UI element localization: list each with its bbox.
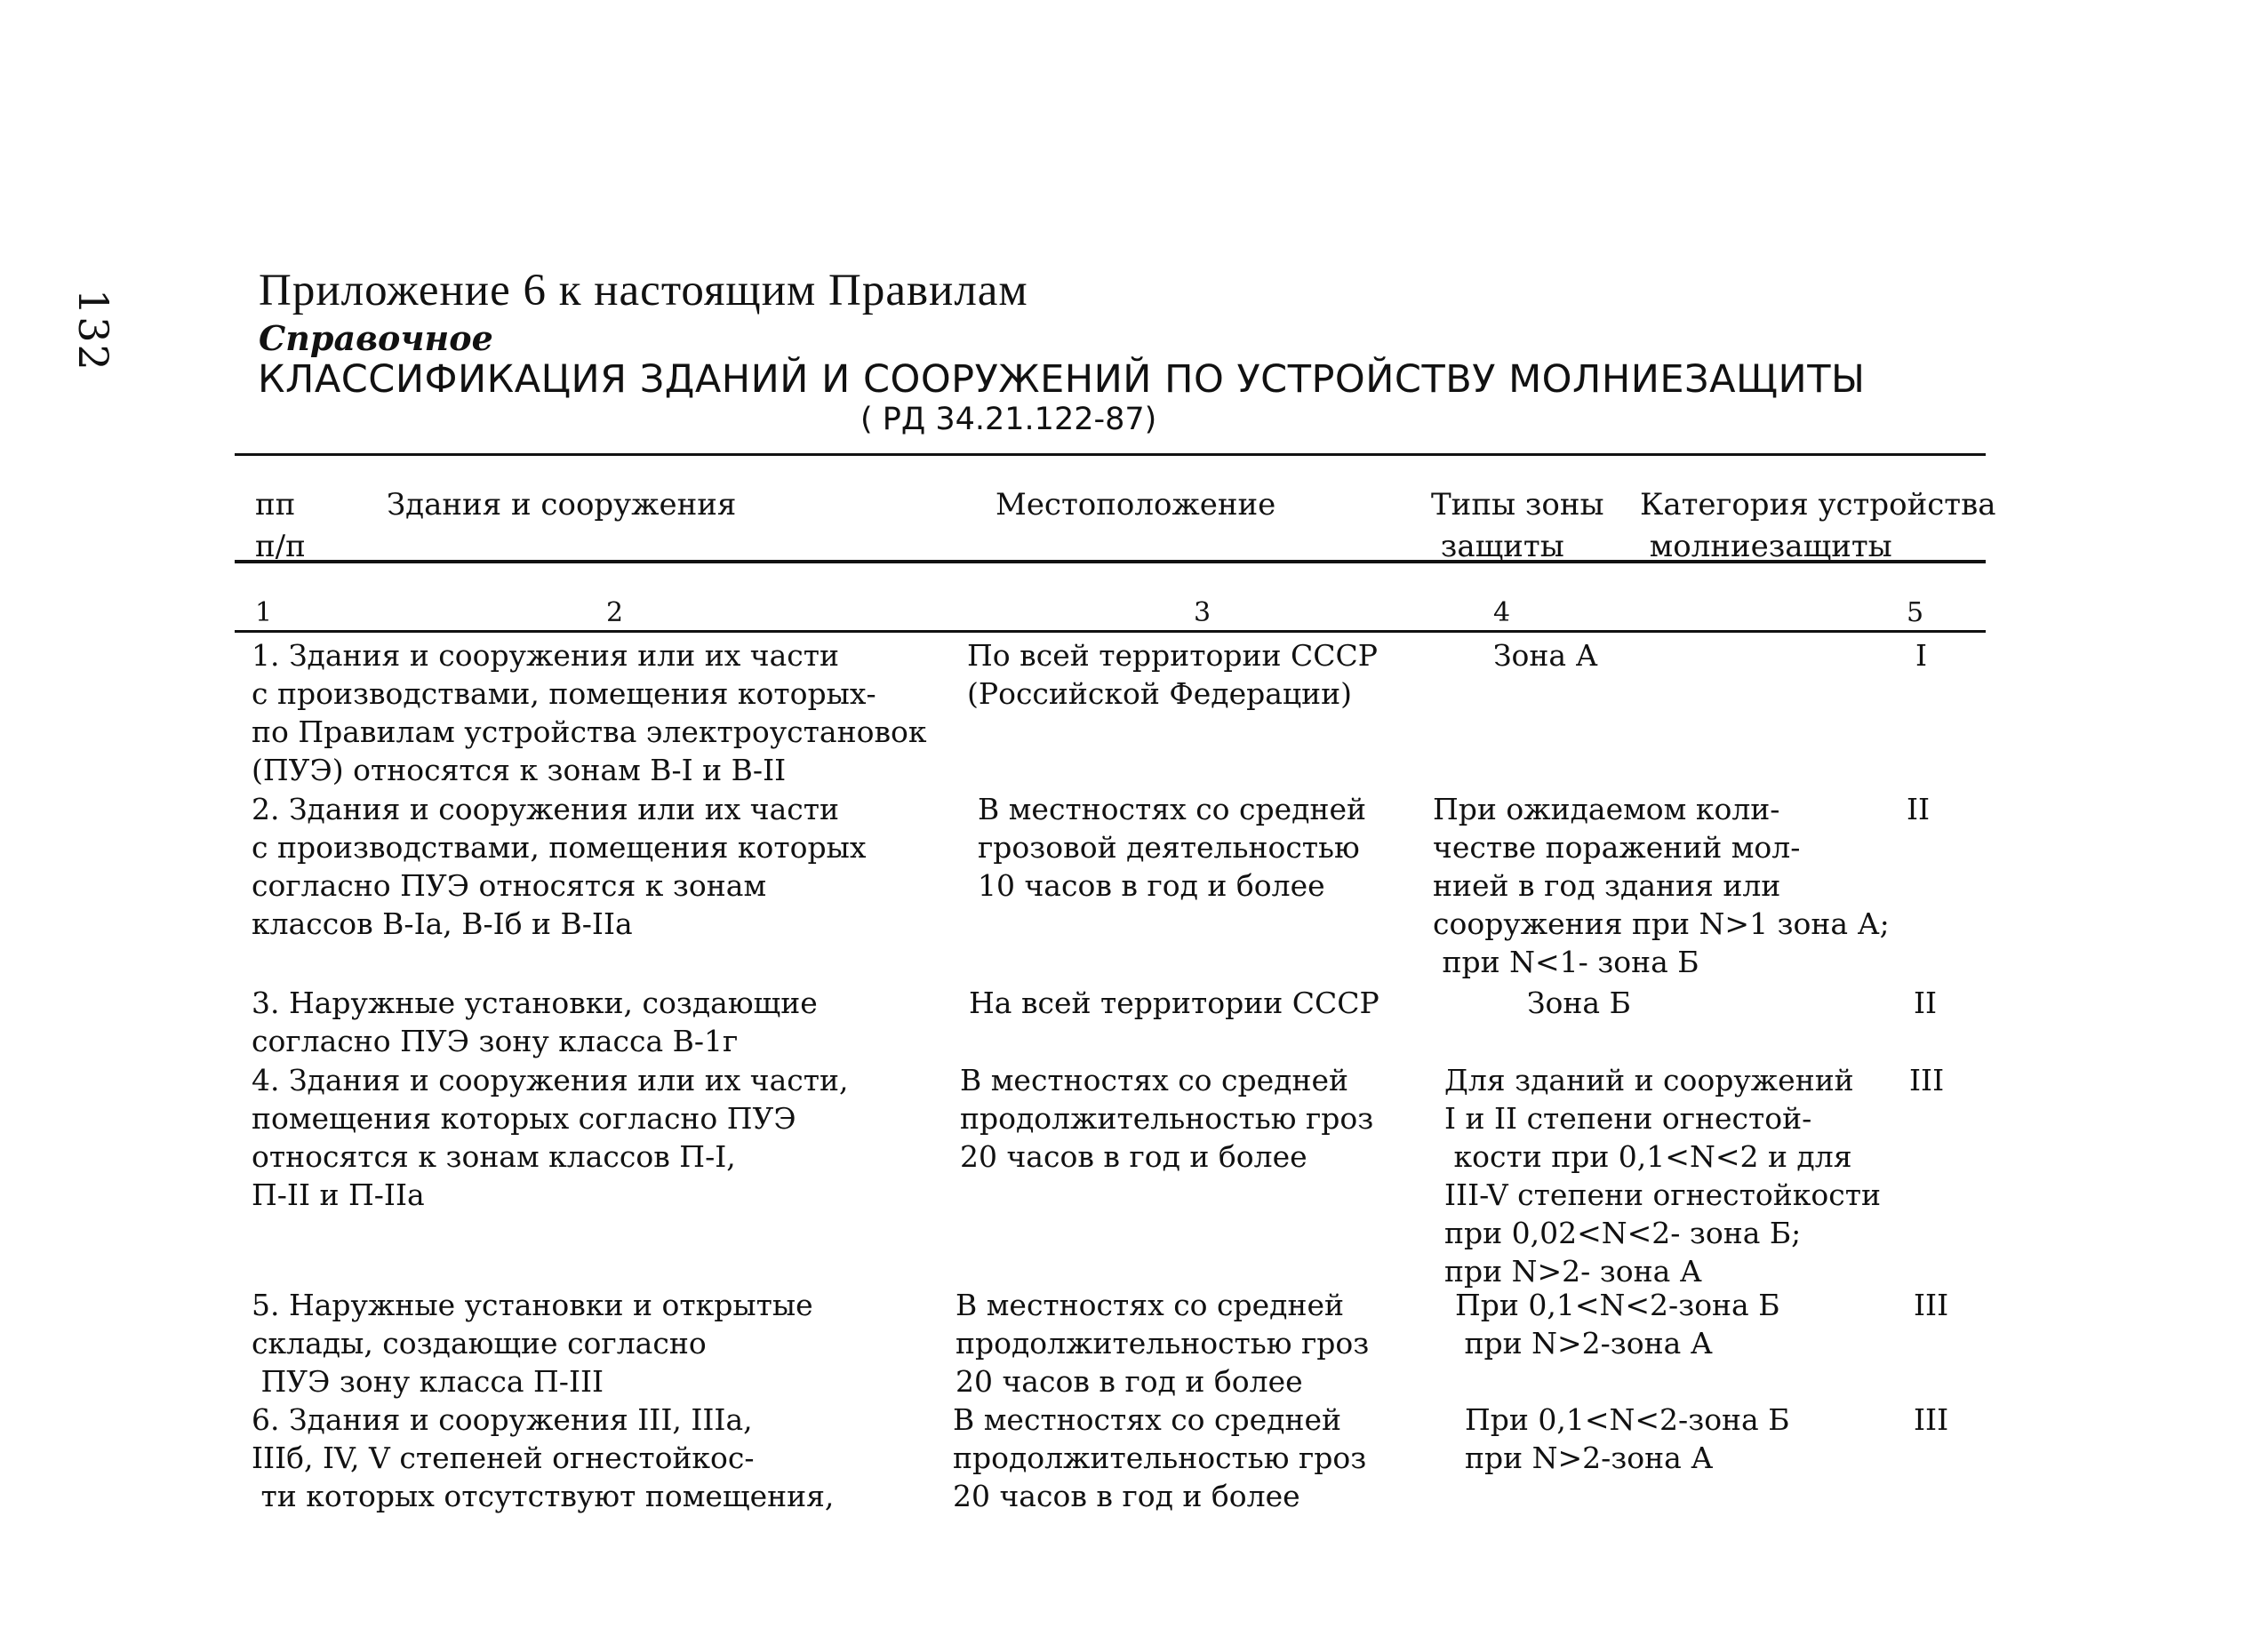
header-num: пп п/п [255, 487, 306, 564]
column-number-rule [235, 630, 1986, 633]
cell-buildings: 2. Здания и сооружения или их части с производствами, помещения которых согласно ПУЭ относятся к зонам классов В-Iа, В-Iб и В-IIа [252, 792, 867, 941]
cell-zone: Для зданий и сооружений I и II степени огнестой- кости при 0,1<N<2 и для III-V степени огнестойкости при 0,02<N<2- зона Б; при N>2- зона А [1444, 1063, 1881, 1289]
document-code: ( РД 34.21.122-87) [860, 402, 1157, 437]
cell-buildings: 4. Здания и сооружения или их части, помещения которых согласно ПУЭ относятся к зонам классов П-I, П-II и П-IIа [252, 1063, 849, 1212]
table-top-rule [235, 453, 1986, 456]
cell-zone: Зона Б [1527, 986, 1631, 1020]
cell-zone: При 0,1<N<2-зона Б при N>2-зона А [1465, 1402, 1790, 1475]
cell-buildings: 3. Наружные установки, создающие согласно ПУЭ зону класса В-1г [252, 986, 818, 1058]
cell-buildings: 6. Здания и сооружения III, IIIа, IIIб, IV, V степеней огнестойкос- ти которых отсутствуют помещения, [252, 1402, 835, 1513]
subtitle: Справочное [259, 318, 493, 358]
cell-location: В местностях со средней продолжительностью гроз 20 часов в год и более [956, 1288, 1370, 1399]
cell-location: В местностях со средней продолжительностью гроз 20 часов в год и более [953, 1402, 1367, 1513]
cell-location: На всей территории СССР [969, 986, 1379, 1020]
header-buildings: Здания и сооружения [387, 487, 737, 523]
cell-category: III [1914, 1402, 1949, 1437]
header-zone: Типы зоны защиты [1431, 487, 1604, 564]
cell-zone: При ожидаемом коли- честве поражений мол- нией в год здания или сооружения при N>1 зона А; при N<1- зона Б [1433, 792, 1890, 979]
page-number: 132 [69, 289, 117, 372]
cell-zone: Зона А [1493, 638, 1598, 673]
column-number: 3 [1194, 597, 1211, 628]
cell-category: I [1915, 638, 1928, 673]
column-number: 4 [1493, 597, 1511, 628]
cell-location: В местностях со средней продолжительностью гроз 20 часов в год и более [960, 1063, 1374, 1174]
cell-category: III [1909, 1063, 1945, 1097]
appendix-heading: Приложение 6 к настоящим Правилам [259, 266, 1028, 315]
column-number: 1 [255, 597, 273, 628]
header-location: Местоположение [996, 487, 1276, 523]
cell-location: В местностях со средней грозовой деятельностью 10 часов в год и более [978, 792, 1367, 903]
cell-category: III [1914, 1288, 1949, 1322]
column-number: 5 [1907, 597, 1924, 628]
cell-zone: При 0,1<N<2-зона Б при N>2-зона А [1455, 1288, 1780, 1361]
cell-location: По всей территории СССР (Российской Федерации) [967, 638, 1378, 711]
page-title: КЛАССИФИКАЦИЯ ЗДАНИЙ И СООРУЖЕНИЙ ПО УСТРОЙСТВУ МОЛНИЕЗАЩИТЫ [258, 357, 1866, 402]
header-category: Категория устройства молниезащиты [1640, 487, 1996, 564]
cell-category: II [1907, 792, 1931, 826]
column-number: 2 [606, 597, 624, 628]
cell-category: II [1914, 986, 1938, 1020]
cell-buildings: 1. Здания и сооружения или их части с производствами, помещения которых- по Правилам устройства электроустановок (ПУЭ) относятся к зонам В-I и В-II [252, 638, 927, 787]
cell-buildings: 5. Наружные установки и открытые склады, создающие согласно ПУЭ зону класса П-III [252, 1288, 813, 1399]
